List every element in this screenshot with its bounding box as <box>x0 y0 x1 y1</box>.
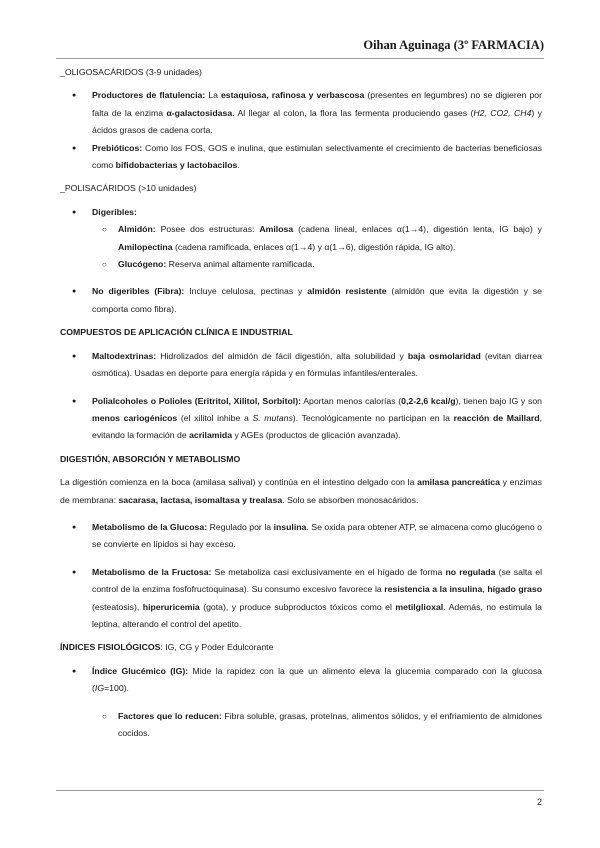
clin-heading: COMPUESTOS DE APLICACIÓN CLÍNICA E INDUSTRIAL <box>60 327 293 338</box>
header-rule <box>56 58 544 59</box>
sublist-item-glucogeno: ○ Glucógeno: Reserva animal altamente ramificada. <box>60 256 542 273</box>
dig-paragraph: La digestión comienza en la boca (amilasa salival) y continúa en el intestino delgado con la amilasa pancreática y enzimas de membrana: sacarasa, lactasa, isomaltasa y trealasa. Solo se absorben monosacáridos. <box>60 477 542 505</box>
footer-rule <box>56 790 544 791</box>
page-body <box>60 64 542 742</box>
list-item-indice-glucemico: ● Índice Glucémico (IG): Mide la rapidez con la que un alimento eleva la glucemia comparado con la glucosa (IG=100). <box>60 663 542 698</box>
sublist-item-almidon: ○ Almidón: Posee dos estructuras: Amilosa (cadena lineal, enlaces α(1→4), digestión lenta, IG bajo) y Amilopectina (cadena ramificada, enlaces α(1→4) y α(1→6), digestión rápida, IG alto). <box>60 221 542 256</box>
page-number: 2 <box>536 797 542 807</box>
dig-heading: DIGESTIÓN, ABSORCIÓN Y METABOLISMO <box>60 453 241 464</box>
header-title: Oihan Aguinaga (3º FARMACIA) <box>363 38 544 52</box>
list-item-flatulencia: ● Productores de flatulencia: La estaquiosa, rafinosa y verbascosa (presentes en legumbres) no se digieren por falta de la enzima α-galactosidasa. Al llegar al colon, la flora las fermenta produciendo gases (H2, CO2, CH4) y ácidos grasos de cadena corta. <box>60 87 542 139</box>
list-item-prebioticos: ● Prebióticos: Como los FOS, GOS e inulina, que estimulan selectivamente el crecimiento de bacterias beneficiosas como bifidobacterias y lactobacilos. <box>60 140 542 175</box>
list-item-no-digeribles: ● No digeribles (Fibra): Incluye celulosa, pectinas y almidón resistente (almidón que evita la digestión y se comporta como fibra). <box>60 283 542 318</box>
list-item-fructosa: ● Metabolismo de la Fructosa: Se metaboliza casi exclusivamente en el hígado de forma no regulada (se salta el control de la enzima fosfofructoquinasa). Su consumo excesivo favorece la resistencia a la insulina, hígado graso (esteatosis), hiperuricemia (gota), y produce subproductos tóxicos como el metilglioxal. Además, no estimula la leptina, alterando el control del apetito. <box>60 564 542 634</box>
poli-heading: _POLISACÁRIDOS (>10 unidades) <box>60 183 197 194</box>
ig-heading: ÍNDICES FISIOLÓGICOS: IG, CG y Poder Edulcorante <box>60 642 274 653</box>
oligo-heading: _OLIGOSACÁRIDOS (3-9 unidades) <box>60 67 202 77</box>
sublist-item-factores: ○ Factores que lo reducen: Fibra soluble, grasas, proteínas, alimentos sólidos, y el enfriamiento de almidones cocidos. <box>60 708 542 743</box>
list-item-glucosa: ● Metabolismo de la Glucosa: Regulado por la insulina. Se oxida para obtener ATP, se almacena como glucógeno o se convierte en lípidos si hay exceso. <box>60 519 542 554</box>
list-item-digeribles: ● Digeribles: <box>60 204 542 221</box>
list-item-polioles: ● Polialcoholes o Polioles (Eritritol, Xilitol, Sorbitol): Aportan menos calorías (0,2-2,6 kcal/g), tienen bajo IG y son menos cariogénicos (el xilitol inhibe a S. mutans). Tecnológicamente no participan en la reacción de Maillard, evitando la formación de acrilamida y AGEs (productos de glicación avanzada). <box>60 393 542 445</box>
list-item-maltodextrinas: ● Maltodextrinas: Hidrolizados del almidón de fácil digestión, alta solubilidad y baja osmolaridad (evitan diarrea osmótica). Usadas en deporte para energía rápida y en fórmulas infantiles/enterales. <box>60 348 542 383</box>
